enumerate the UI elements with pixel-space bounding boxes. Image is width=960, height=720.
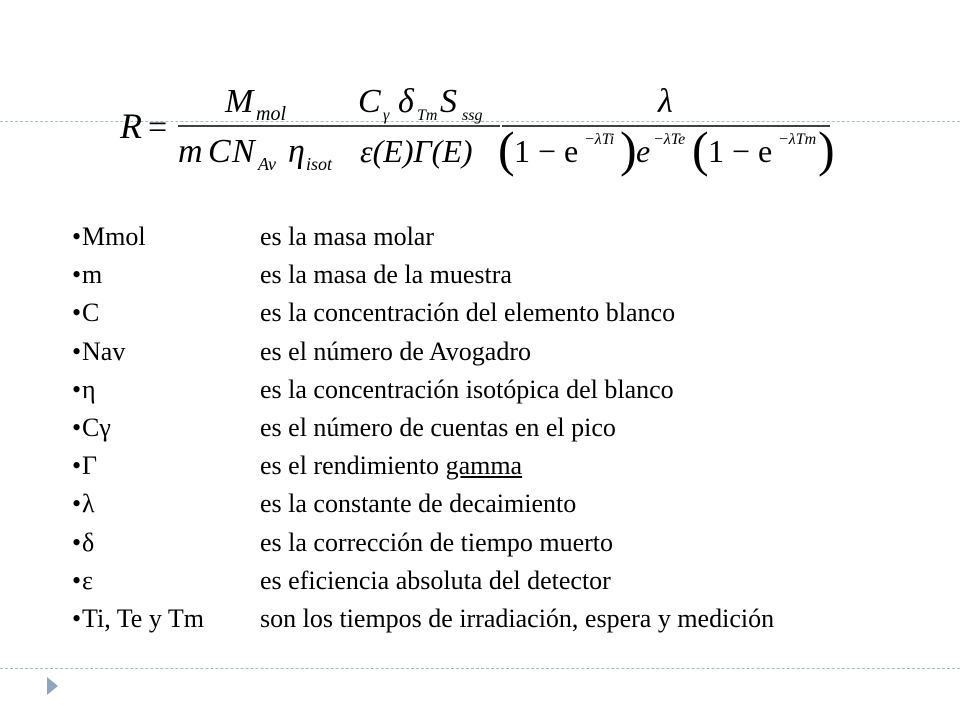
paren-close-1: ) [620,121,637,177]
bottom-dashed-divider [0,668,960,669]
bullet: • [72,298,82,328]
formula-delta: δ [398,83,414,120]
formula-C: C [208,133,231,170]
formula-ssg: ssg [462,107,483,124]
list-item [72,256,932,294]
bullet: • [72,489,82,519]
definition-term: Cγ [82,412,111,442]
definition-text: es la masa molar [260,222,434,251]
definition-text: es la concentración isotópica del blanco [260,374,674,404]
definition-term: η [82,374,96,404]
definition-term: λ [82,489,95,519]
list-item [72,447,932,485]
list-item [72,218,932,256]
formula-exp-Ti: −λTi [584,131,615,148]
formula-isot: isot [306,154,333,174]
definition-text: es la concentración del elemento blanco [260,298,676,328]
bullet: • [72,451,82,481]
formula-S: S [440,83,457,120]
definition-text: es la constante de decaimiento [260,489,577,519]
list-item [72,562,932,600]
bullet: • [72,565,82,595]
bullet: • [72,260,82,290]
paren-open-2: ( [692,121,709,177]
formula-exp-Tm: −λTm [778,131,817,148]
formula-e: e [636,133,651,169]
bullet: • [72,527,82,557]
paren-close-2: ) [818,121,835,177]
formula-Cg: C [358,83,381,120]
definitions-list [72,218,932,638]
definition-term: C [82,298,100,328]
definition-text: es el número de Avogadro [260,336,531,366]
formula-Tm-sub: Tm [417,107,438,124]
bullet: • [72,336,82,366]
definition-term: Mmol [82,222,146,251]
formula-exp-Te: −λTe [653,131,686,148]
definition-text: es eficiencia absoluta del detector [260,565,611,595]
formula-Av: Av [258,154,276,174]
formula-equals: = [148,109,168,146]
paren-open-1: ( [498,121,515,177]
formula-one-minus-2: 1 − e [708,133,773,169]
formula-mol: mol [256,103,286,125]
list-item [72,333,932,371]
formula-N: N [232,133,255,170]
definition-term: m [82,260,103,290]
list-item [72,371,932,409]
formula-lambda: λ [658,83,673,120]
formula-M: M [225,83,254,120]
list-item [72,524,932,562]
definition-term: ε [82,565,93,595]
definition-term: Ti, Te y Tm [82,603,204,633]
definition-text: es la corrección de tiempo muerto [260,527,614,557]
list-item [72,409,932,447]
list-item [72,600,932,638]
definition-term: Γ [82,451,98,481]
definition-text [260,447,522,485]
definition-text: es el número de cuentas en el pico [260,412,616,442]
bullet: • [72,222,82,251]
bullet: • [72,603,82,633]
formula-eps-gamma: ε(E)Γ(E) [360,133,473,169]
play-triangle-icon [47,677,58,695]
formula-lhs: R [120,106,142,146]
radioactivity-formula [110,60,840,185]
formula-gamma-sub: γ [383,107,390,124]
definition-text: es la masa de la muestra [260,260,512,290]
bullet: • [72,412,82,442]
formula-one-minus-1: 1 − e [514,133,579,169]
list-item [72,485,932,523]
formula-eta: η [288,133,305,170]
bullet: • [72,374,82,404]
underlined-word: gamma [445,451,523,481]
definition-text-main: es el rendimiento [260,451,440,481]
formula-m: m [178,133,203,170]
definition-term: Nav [82,336,126,366]
list-item [72,294,932,332]
definition-term: δ [82,527,95,557]
definition-text: son los tiempos de irradiación, espera y medición [260,603,775,633]
